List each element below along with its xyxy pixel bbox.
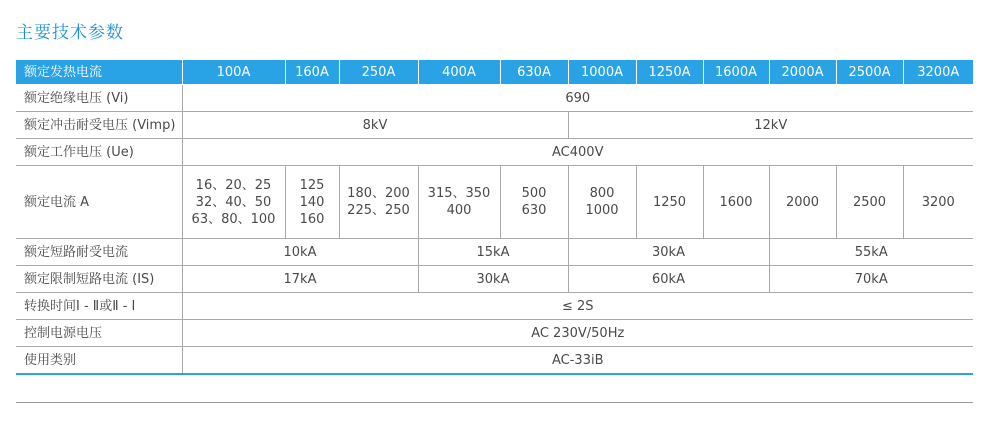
cell-line: 63、80、100 bbox=[191, 211, 276, 227]
row-label: 控制电源电压 bbox=[16, 320, 182, 347]
table-cell: 10kA bbox=[182, 239, 418, 266]
table-cell bbox=[500, 166, 568, 239]
table-cell: 8kV bbox=[182, 112, 568, 139]
header-cell: 630A bbox=[500, 60, 568, 85]
table-cell: 2000 bbox=[769, 166, 836, 239]
cell-line: 400 bbox=[446, 203, 472, 218]
table-cell: 690 bbox=[182, 85, 973, 112]
cell-line: 630 bbox=[521, 203, 547, 218]
table-cell bbox=[182, 166, 285, 239]
cell-line: 800 bbox=[589, 186, 615, 201]
row-label: 额定冲击耐受电压 (Vimp) bbox=[16, 112, 182, 139]
header-cell: 400A bbox=[418, 60, 500, 85]
table-row bbox=[16, 320, 973, 347]
table-row bbox=[16, 139, 973, 166]
row-label: 额定电流 A bbox=[16, 166, 182, 239]
table-row bbox=[16, 266, 973, 293]
table-cell: 60kA bbox=[568, 266, 769, 293]
table-row bbox=[16, 347, 973, 375]
cell-line: 32、40、50 bbox=[195, 194, 272, 210]
cell-line: 160 bbox=[299, 211, 325, 227]
table-cell bbox=[568, 166, 636, 239]
row-label: 额定发热电流 bbox=[16, 60, 182, 85]
table-cell bbox=[285, 166, 339, 239]
header-cell: 3200A bbox=[903, 60, 973, 85]
table-cell: 12kV bbox=[568, 112, 973, 139]
table-cell: 17kA bbox=[182, 266, 418, 293]
cell-line: 225、250 bbox=[347, 203, 410, 218]
header-cell: 100A bbox=[182, 60, 285, 85]
cell-line: 140 bbox=[299, 194, 325, 210]
table-cell: 30kA bbox=[418, 266, 568, 293]
table-cell: 55kA bbox=[769, 239, 973, 266]
table-row bbox=[16, 293, 973, 320]
cell-line: 125 bbox=[299, 177, 325, 193]
row-label: 额定工作电压 (Ue) bbox=[16, 139, 182, 166]
row-label: 转换时间Ⅰ - Ⅱ或Ⅱ - Ⅰ bbox=[16, 293, 182, 320]
spec-table bbox=[16, 60, 973, 375]
row-label: 额定绝缘电压 (Vi) bbox=[16, 85, 182, 112]
section-title: 主要技术参数 bbox=[16, 23, 124, 43]
table-cell: 70kA bbox=[769, 266, 973, 293]
divider bbox=[16, 402, 973, 403]
table-cell: AC400V bbox=[182, 139, 973, 166]
header-cell: 1600A bbox=[703, 60, 769, 85]
table-cell: AC 230V/50Hz bbox=[182, 320, 973, 347]
cell-line: 180、200 bbox=[347, 186, 410, 201]
table-row bbox=[16, 85, 973, 112]
row-label: 额定短路耐受电流 bbox=[16, 239, 182, 266]
table-cell: 1600 bbox=[703, 166, 769, 239]
table-cell bbox=[418, 166, 500, 239]
table-cell: 30kA bbox=[568, 239, 769, 266]
table-cell: AC-33iB bbox=[182, 347, 973, 375]
table-cell: 3200 bbox=[903, 166, 973, 239]
header-cell: 1250A bbox=[636, 60, 703, 85]
table-cell: 2500 bbox=[836, 166, 903, 239]
cell-line: 315、350 bbox=[427, 186, 491, 201]
header-cell: 1000A bbox=[568, 60, 636, 85]
header-row bbox=[16, 60, 973, 85]
cell-line: 16、20、25 bbox=[195, 177, 272, 193]
header-cell: 250A bbox=[339, 60, 418, 85]
table-cell bbox=[339, 166, 418, 239]
row-label: 使用类别 bbox=[16, 347, 182, 375]
table-cell: ≤ 2S bbox=[182, 293, 973, 320]
cell-line: 500 bbox=[521, 186, 547, 201]
table-row bbox=[16, 239, 973, 266]
table-row bbox=[16, 112, 973, 139]
header-cell: 2500A bbox=[836, 60, 903, 85]
table-row bbox=[16, 166, 973, 239]
header-cell: 160A bbox=[285, 60, 339, 85]
table-cell: 1250 bbox=[636, 166, 703, 239]
cell-line: 1000 bbox=[585, 203, 619, 218]
table-cell: 15kA bbox=[418, 239, 568, 266]
row-label: 额定限制短路电流 (IS) bbox=[16, 266, 182, 293]
header-cell: 2000A bbox=[769, 60, 836, 85]
